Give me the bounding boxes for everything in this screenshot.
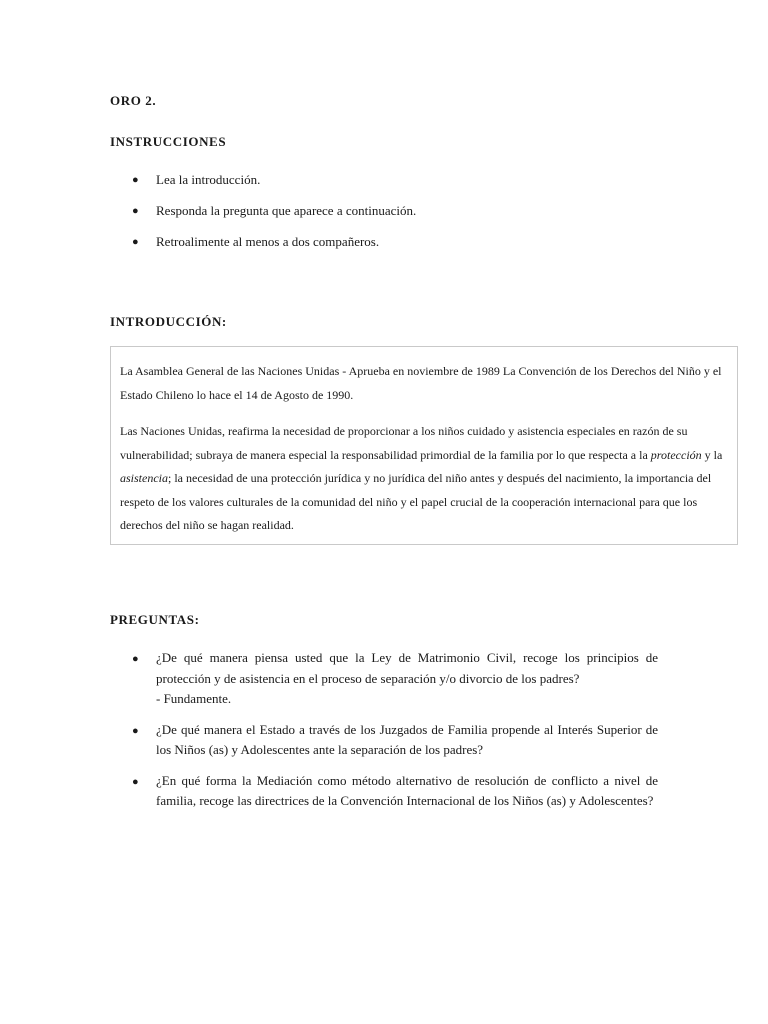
questions-list <box>110 648 658 822</box>
bullet-icon: ● <box>132 236 139 248</box>
emphasis-text: asistencia <box>120 471 168 485</box>
instructions-list <box>110 172 416 265</box>
bullet-icon: ● <box>132 724 139 737</box>
bullet-icon: ● <box>132 174 139 186</box>
paragraph-text: Las Naciones Unidas, reafirma la necesidad de proporcionar a los niños cuidado y asistencia especiales en razón de su vulnerabilidad; subraya de manera especial la responsabilidad primordial de la familia por lo que respecta a la <box>120 424 688 462</box>
introduction-heading: INTRODUCCIÓN: <box>110 314 227 329</box>
introduction-paragraph <box>120 420 727 538</box>
question-subtext: - Fundamente. <box>156 691 232 706</box>
introduction-paragraph: La Asamblea General de las Naciones Unidas - Aprueba en noviembre de 1989 La Convención de los Derechos del Niño y el Estado Chileno lo hace el 14 de Agosto de 1990. <box>120 364 722 402</box>
list-item <box>110 771 658 812</box>
list-item <box>110 234 416 265</box>
emphasis-text: protección <box>650 447 702 462</box>
bullet-icon: ● <box>132 653 139 665</box>
paragraph-text: ; la necesidad de una protección jurídica y no jurídica del niño antes y después del nacimiento, la importancia del respeto de los valores culturales de la comunidad del niño y el papel crucial de la cooperación internacional para que los derechos del niño se hagan realidad. <box>120 471 712 532</box>
list-item <box>110 172 416 203</box>
list-item <box>110 648 658 710</box>
introduction-box <box>110 346 738 545</box>
list-item <box>110 203 416 234</box>
paragraph-text: y la <box>701 447 723 462</box>
page-title: ORO 2. <box>110 93 157 108</box>
bullet-icon: ● <box>132 775 139 788</box>
bullet-icon: ● <box>132 205 139 217</box>
questions-heading: PREGUNTAS: <box>110 612 200 627</box>
question-text: ¿De qué manera el Estado a través de los Juzgados de Familia propende al Interés Superior de los Niños (as) y Adolescentes ante la separación de los padres? <box>156 721 658 757</box>
list-item <box>110 720 658 761</box>
instruction-text: Retroalimente al menos a dos compañeros. <box>156 234 380 249</box>
instruction-text: Responda la pregunta que aparece a continuación. <box>156 203 417 218</box>
instructions-heading: INSTRUCCIONES <box>110 134 227 149</box>
instruction-text: Lea la introducción. <box>156 172 261 187</box>
question-text: ¿En qué forma la Mediación como método alternativo de resolución de conflicto a nivel de familia, recoge las directrices de la Convención Internacional de los Niños (as) y Adolescentes? <box>156 772 658 808</box>
question-text: ¿De qué manera piensa usted que la Ley de Matrimonio Civil, recoge los principios de protección y de asistencia en el proceso de separación y/o divorcio de los padres? <box>156 650 658 686</box>
